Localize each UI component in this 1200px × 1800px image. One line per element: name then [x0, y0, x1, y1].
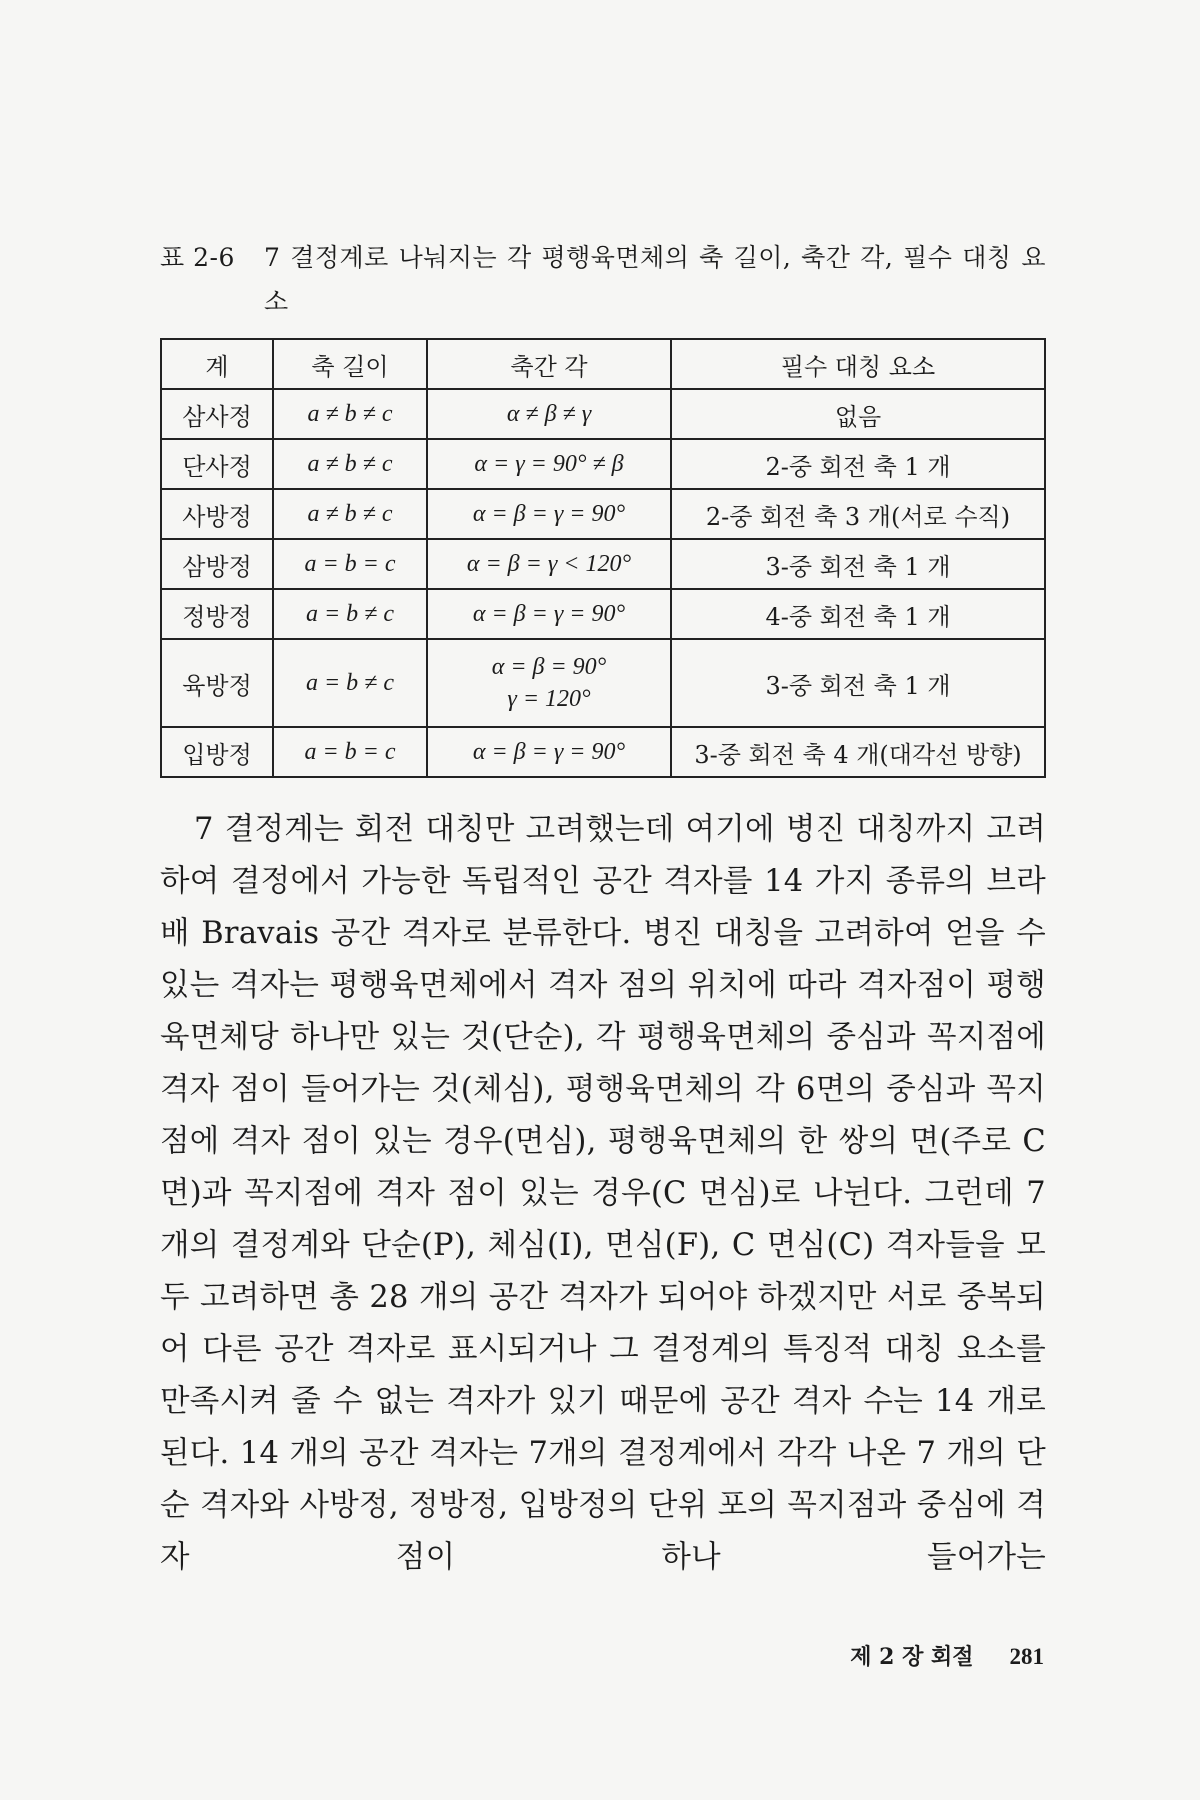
- axis-angle-formula: α = γ = 90° ≠ β: [474, 451, 624, 477]
- axis-length-formula: a = b ≠ c: [305, 601, 395, 627]
- table-caption: [160, 236, 1046, 324]
- axis-length-formula: a = b ≠ c: [305, 670, 395, 696]
- cell-system: 삼사정: [161, 389, 273, 439]
- axis-length-formula: a ≠ b ≠ c: [307, 501, 393, 527]
- cell-system: 정방정: [161, 589, 273, 639]
- table-row: [161, 389, 1045, 439]
- body-paragraph: 7 결정계는 회전 대칭만 고려했는데 여기에 병진 대칭까지 고려하여 결정에서 가능한 독립적인 공간 격자를 14 가지 종류의 브라배 Bravais 공간 격자로 분류한다. 병진 대칭을 고려하여 얻을 수 있는 격자는 평행육면체에서 격자 점의 위치에 따라 격자점이 평행육면체당 하나만 있는 것(단순), 각 평행육면체의 중심과 꼭지점에 격자 점이 들어가는 것(체심), 평행육면체의 각 6면의 중심과 꼭지점에 격자 점이 있는 경우(면심), 평행육면체의 한 쌍의 면(주로 C 면)과 꼭지점에 격자 점이 있는 경우(C 면심)로 나뉜다. 그런데 7 개의 결정계와 단순(P), 체심(I), 면심(F), C 면심(C) 격자들을 모두 고려하면 총 28 개의 공간 격자가 되어야 하겠지만 서로 중복되어 다른 공간 격자로 표시되거나 그 결정계의 특징적 대칭 요소를 만족시켜 줄 수 없는 격자가 있기 때문에 공간 격자 수는 14 개로 된다. 14 개의 공간 격자는 7개의 결정계에서 각각 나온 7 개의 단순 격자와 사방정, 정방정, 입방정의 단위 포의 꼭지점과 중심에 격자 점이 하나 들어가는: [160, 812, 1046, 1575]
- axis-angle-formula: α = β = 90°: [491, 654, 607, 680]
- cell-axis-length: [273, 489, 427, 539]
- cell-symmetry: 3-중 회전 축 4 개(대각선 방향): [671, 727, 1045, 777]
- cell-axis-angle: [427, 727, 671, 777]
- cell-axis-angle: [427, 389, 671, 439]
- axis-angle-formula: α = β = γ = 90°: [472, 601, 626, 627]
- table-row: [161, 489, 1045, 539]
- cell-symmetry: 2-중 회전 축 3 개(서로 수직): [671, 489, 1045, 539]
- cell-symmetry: 3-중 회전 축 1 개: [671, 539, 1045, 589]
- cell-axis-length: [273, 389, 427, 439]
- cell-axis-length: [273, 539, 427, 589]
- axis-angle-formula: α = β = γ = 90°: [472, 739, 626, 765]
- table-row: [161, 589, 1045, 639]
- cell-symmetry: 4-중 회전 축 1 개: [671, 589, 1045, 639]
- header-system: 계: [161, 339, 273, 389]
- axis-angle-formula: α = β = γ < 120°: [466, 551, 632, 577]
- axis-angle-formula: α = β = γ = 90°: [472, 501, 626, 527]
- header-axis-length: 축 길이: [273, 339, 427, 389]
- cell-system: 입방정: [161, 727, 273, 777]
- axis-angle-formula: α ≠ β ≠ γ: [506, 401, 592, 427]
- cell-symmetry: 2-중 회전 축 1 개: [671, 439, 1045, 489]
- axis-length-formula: a ≠ b ≠ c: [307, 451, 393, 477]
- table-header-row: [161, 339, 1045, 389]
- cell-axis-length: [273, 639, 427, 727]
- cell-symmetry: 없음: [671, 389, 1045, 439]
- cell-system: 육방정: [161, 639, 273, 727]
- chapter-label: 제 2 장 회절: [850, 1644, 974, 1670]
- page-number: 281: [1009, 1644, 1044, 1669]
- cell-axis-length: [273, 589, 427, 639]
- header-axis-angle: 축간 각: [427, 339, 671, 389]
- cell-axis-angle: [427, 489, 671, 539]
- caption-text: 7 결정계로 나눠지는 각 평행육면체의 축 길이, 축간 각, 필수 대칭 요소: [264, 243, 1046, 316]
- table-body: [161, 389, 1045, 777]
- axis-length-formula: a = b = c: [304, 739, 396, 765]
- table-row: [161, 639, 1045, 727]
- crystal-system-table: [160, 338, 1046, 778]
- axis-angle-formula: γ = 120°: [507, 686, 591, 712]
- cell-system: 단사정: [161, 439, 273, 489]
- page-content: [160, 236, 1046, 1584]
- header-symmetry: 필수 대칭 요소: [671, 339, 1045, 389]
- cell-system: 삼방정: [161, 539, 273, 589]
- cell-symmetry: 3-중 회전 축 1 개: [671, 639, 1045, 727]
- cell-axis-length: [273, 439, 427, 489]
- axis-length-formula: a = b = c: [304, 551, 396, 577]
- table-row: [161, 539, 1045, 589]
- cell-axis-angle: [427, 439, 671, 489]
- axis-length-formula: a ≠ b ≠ c: [307, 401, 393, 427]
- page-footer: [850, 1640, 1044, 1671]
- cell-axis-angle: [427, 539, 671, 589]
- caption-number: 표 2-6: [160, 243, 235, 272]
- cell-axis-length: [273, 727, 427, 777]
- body-text: [160, 804, 1046, 1584]
- table-row: [161, 439, 1045, 489]
- cell-axis-angle: [427, 589, 671, 639]
- cell-axis-angle: [427, 639, 671, 727]
- table-row: [161, 727, 1045, 777]
- cell-system: 사방정: [161, 489, 273, 539]
